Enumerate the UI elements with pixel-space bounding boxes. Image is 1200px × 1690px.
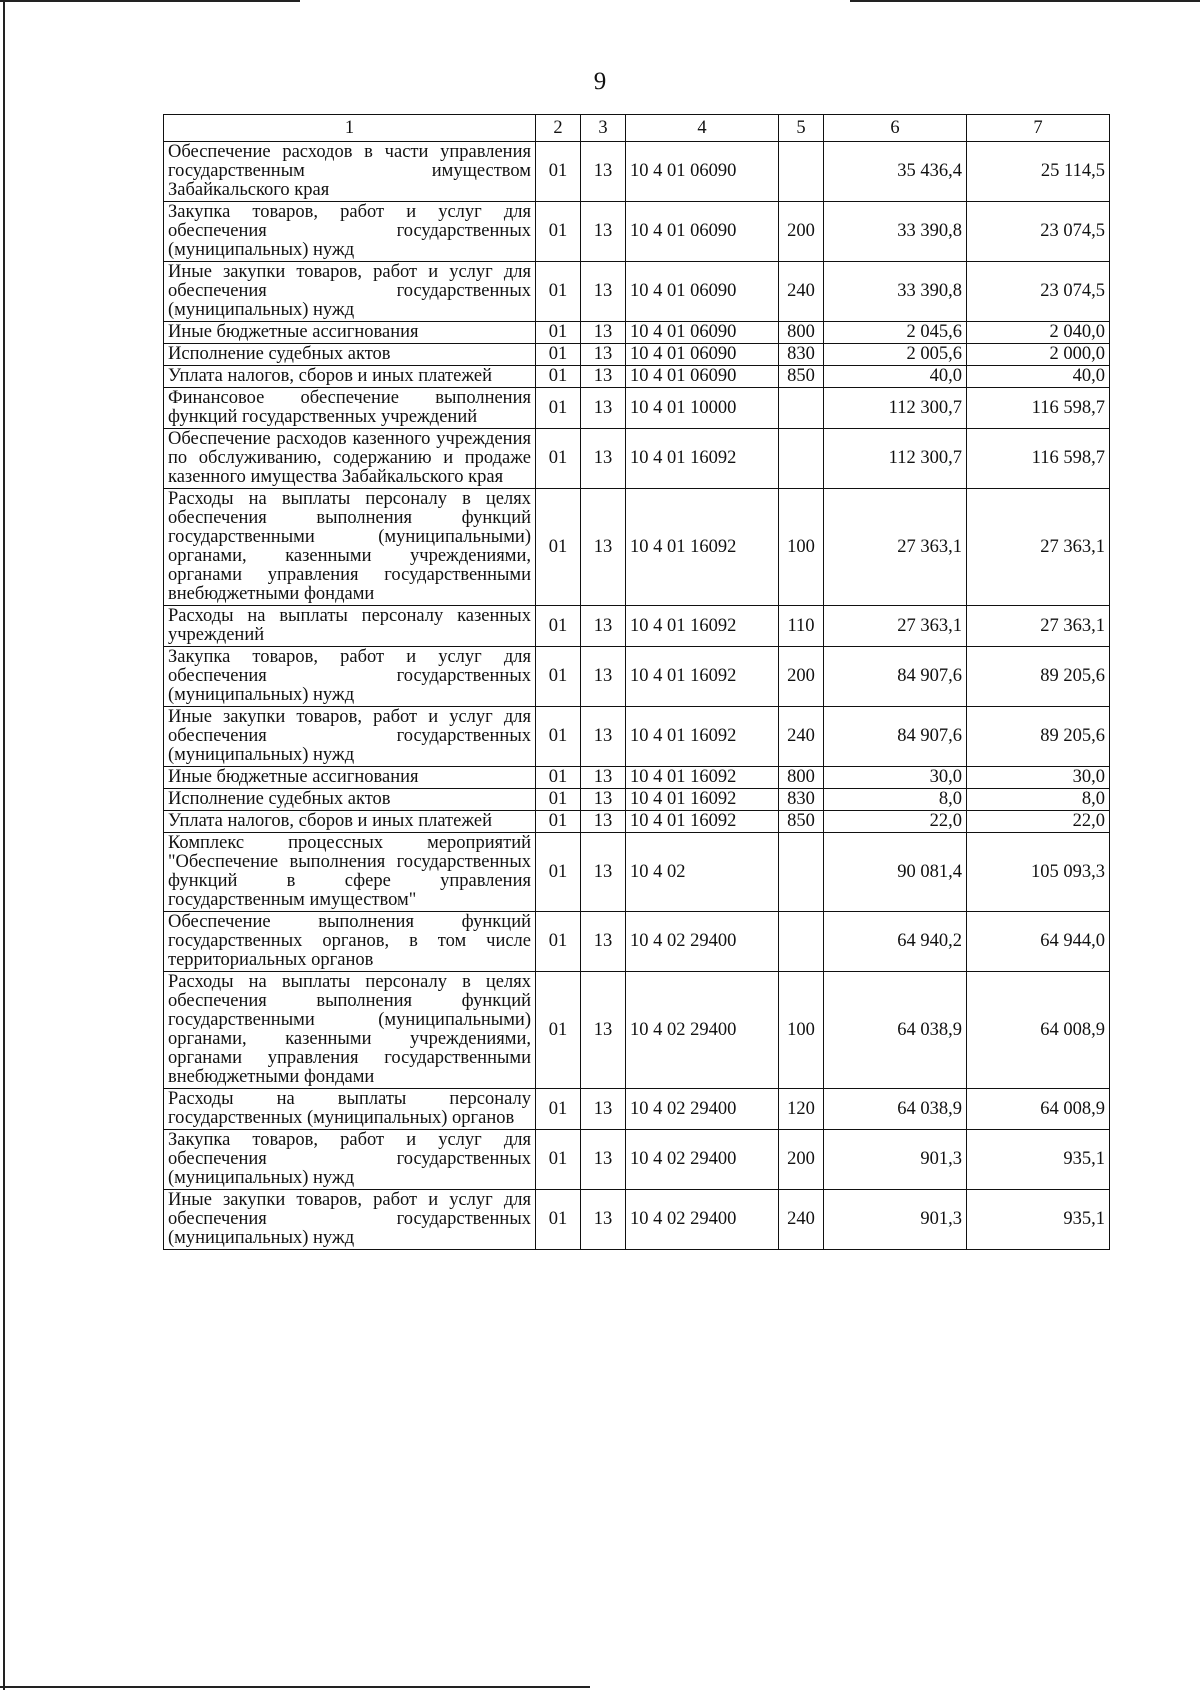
table-row — [164, 767, 1110, 789]
table-row — [164, 322, 1110, 344]
target-article-cell: 10 4 01 16092 — [626, 707, 779, 767]
section-code-cell: 01 — [536, 833, 581, 912]
amount-year2-cell: 116 598,7 — [967, 388, 1110, 429]
target-article-cell: 10 4 01 16092 — [626, 647, 779, 707]
target-article-cell: 10 4 02 29400 — [626, 1190, 779, 1250]
expense-type-cell — [779, 912, 824, 972]
target-article-cell: 10 4 01 06090 — [626, 322, 779, 344]
row-name-cell: Комплекс процессных мероприятий "Обеспечение выполнения государственных функций в сфере управления государственным имуществом" — [164, 833, 536, 912]
target-article-cell: 10 4 01 16092 — [626, 429, 779, 489]
subsection-code-cell: 13 — [581, 1190, 626, 1250]
amount-year2-cell: 25 114,5 — [967, 142, 1110, 202]
section-code-cell: 01 — [536, 322, 581, 344]
table-header-row — [164, 115, 1110, 142]
amount-year1-cell: 33 390,8 — [824, 262, 967, 322]
expense-type-cell — [779, 388, 824, 429]
table-row — [164, 388, 1110, 429]
target-article-cell: 10 4 01 16092 — [626, 489, 779, 606]
subsection-code-cell: 13 — [581, 489, 626, 606]
scan-edge-bottom — [0, 1686, 590, 1688]
amount-year1-cell: 112 300,7 — [824, 388, 967, 429]
subsection-code-cell: 13 — [581, 912, 626, 972]
target-article-cell: 10 4 02 — [626, 833, 779, 912]
row-name-cell: Исполнение судебных актов — [164, 344, 536, 366]
amount-year2-cell: 935,1 — [967, 1190, 1110, 1250]
scan-edge-top — [0, 0, 300, 2]
target-article-cell: 10 4 02 29400 — [626, 972, 779, 1089]
target-article-cell: 10 4 02 29400 — [626, 1089, 779, 1130]
table-row — [164, 1190, 1110, 1250]
subsection-code-cell: 13 — [581, 366, 626, 388]
section-code-cell: 01 — [536, 262, 581, 322]
subsection-code-cell: 13 — [581, 707, 626, 767]
amount-year2-cell: 64 944,0 — [967, 912, 1110, 972]
amount-year2-cell: 116 598,7 — [967, 429, 1110, 489]
column-header-5: 5 — [779, 115, 824, 142]
row-name-cell: Расходы на выплаты персоналу государственных (муниципальных) органов — [164, 1089, 536, 1130]
amount-year1-cell: 30,0 — [824, 767, 967, 789]
section-code-cell: 01 — [536, 1190, 581, 1250]
section-code-cell: 01 — [536, 366, 581, 388]
row-name-cell: Иные бюджетные ассигнования — [164, 767, 536, 789]
table-row — [164, 811, 1110, 833]
amount-year1-cell: 84 907,6 — [824, 647, 967, 707]
table-row — [164, 647, 1110, 707]
amount-year1-cell: 35 436,4 — [824, 142, 967, 202]
row-name-cell: Исполнение судебных актов — [164, 789, 536, 811]
amount-year1-cell: 84 907,6 — [824, 707, 967, 767]
amount-year1-cell: 112 300,7 — [824, 429, 967, 489]
amount-year2-cell: 89 205,6 — [967, 647, 1110, 707]
table-row — [164, 489, 1110, 606]
section-code-cell: 01 — [536, 972, 581, 1089]
row-name-cell: Иные закупки товаров, работ и услуг для обеспечения государственных (муниципальных) нужд — [164, 1190, 536, 1250]
amount-year1-cell: 2 045,6 — [824, 322, 967, 344]
table-row — [164, 202, 1110, 262]
section-code-cell: 01 — [536, 647, 581, 707]
amount-year2-cell: 2 040,0 — [967, 322, 1110, 344]
row-name-cell: Расходы на выплаты персоналу в целях обеспечения выполнения функций государственными (муниципальными) органами, казенными учреждениями, органами управления государственными внебюджетными фондами — [164, 489, 536, 606]
section-code-cell: 01 — [536, 912, 581, 972]
row-name-cell: Уплата налогов, сборов и иных платежей — [164, 366, 536, 388]
row-name-cell: Закупка товаров, работ и услуг для обеспечения государственных (муниципальных) нужд — [164, 1130, 536, 1190]
section-code-cell: 01 — [536, 429, 581, 489]
expense-type-cell: 830 — [779, 344, 824, 366]
row-name-cell: Закупка товаров, работ и услуг для обеспечения государственных (муниципальных) нужд — [164, 202, 536, 262]
target-article-cell: 10 4 01 16092 — [626, 767, 779, 789]
subsection-code-cell: 13 — [581, 789, 626, 811]
table-row — [164, 789, 1110, 811]
subsection-code-cell: 13 — [581, 811, 626, 833]
page-number: 9 — [593, 68, 607, 95]
section-code-cell: 01 — [536, 789, 581, 811]
amount-year2-cell: 64 008,9 — [967, 972, 1110, 1089]
column-header-4: 4 — [626, 115, 779, 142]
expense-type-cell: 100 — [779, 489, 824, 606]
subsection-code-cell: 13 — [581, 322, 626, 344]
expense-type-cell — [779, 833, 824, 912]
subsection-code-cell: 13 — [581, 202, 626, 262]
row-name-cell: Финансовое обеспечение выполнения функций государственных учреждений — [164, 388, 536, 429]
amount-year1-cell: 901,3 — [824, 1130, 967, 1190]
expense-type-cell: 850 — [779, 811, 824, 833]
expense-type-cell — [779, 142, 824, 202]
target-article-cell: 10 4 02 29400 — [626, 912, 779, 972]
amount-year1-cell: 901,3 — [824, 1190, 967, 1250]
row-name-cell: Уплата налогов, сборов и иных платежей — [164, 811, 536, 833]
amount-year1-cell: 90 081,4 — [824, 833, 967, 912]
section-code-cell: 01 — [536, 1130, 581, 1190]
expense-type-cell: 200 — [779, 647, 824, 707]
section-code-cell: 01 — [536, 767, 581, 789]
subsection-code-cell: 13 — [581, 972, 626, 1089]
amount-year2-cell: 23 074,5 — [967, 202, 1110, 262]
amount-year2-cell: 64 008,9 — [967, 1089, 1110, 1130]
row-name-cell: Обеспечение расходов казенного учреждения по обслуживанию, содержанию и продаже казенного имущества Забайкальского края — [164, 429, 536, 489]
target-article-cell: 10 4 01 06090 — [626, 142, 779, 202]
section-code-cell: 01 — [536, 606, 581, 647]
section-code-cell: 01 — [536, 142, 581, 202]
target-article-cell: 10 4 01 06090 — [626, 262, 779, 322]
table-row — [164, 912, 1110, 972]
row-name-cell: Обеспечение расходов в части управления государственным имуществом Забайкальского края — [164, 142, 536, 202]
table-row — [164, 429, 1110, 489]
expense-type-cell: 240 — [779, 1190, 824, 1250]
column-header-7: 7 — [967, 115, 1110, 142]
amount-year2-cell: 2 000,0 — [967, 344, 1110, 366]
table-row — [164, 833, 1110, 912]
subsection-code-cell: 13 — [581, 388, 626, 429]
table-row — [164, 972, 1110, 1089]
subsection-code-cell: 13 — [581, 833, 626, 912]
expense-type-cell: 830 — [779, 789, 824, 811]
subsection-code-cell: 13 — [581, 767, 626, 789]
target-article-cell: 10 4 01 10000 — [626, 388, 779, 429]
amount-year1-cell: 40,0 — [824, 366, 967, 388]
table-row — [164, 262, 1110, 322]
target-article-cell: 10 4 01 06090 — [626, 202, 779, 262]
amount-year2-cell: 27 363,1 — [967, 489, 1110, 606]
row-name-cell: Закупка товаров, работ и услуг для обеспечения государственных (муниципальных) нужд — [164, 647, 536, 707]
subsection-code-cell: 13 — [581, 647, 626, 707]
column-header-3: 3 — [581, 115, 626, 142]
expense-type-cell: 240 — [779, 707, 824, 767]
amount-year2-cell: 27 363,1 — [967, 606, 1110, 647]
table-row — [164, 344, 1110, 366]
section-code-cell: 01 — [536, 344, 581, 366]
table-body — [164, 142, 1110, 1250]
expense-type-cell: 200 — [779, 202, 824, 262]
row-name-cell: Расходы на выплаты персоналу в целях обеспечения выполнения функций государственными (муниципальными) органами, казенными учреждениями, органами управления государственными внебюджетными фондами — [164, 972, 536, 1089]
subsection-code-cell: 13 — [581, 344, 626, 366]
amount-year2-cell: 23 074,5 — [967, 262, 1110, 322]
section-code-cell: 01 — [536, 388, 581, 429]
amount-year1-cell: 64 038,9 — [824, 1089, 967, 1130]
table-row — [164, 366, 1110, 388]
amount-year2-cell: 40,0 — [967, 366, 1110, 388]
table-row — [164, 707, 1110, 767]
table-row — [164, 1130, 1110, 1190]
budget-table — [163, 114, 1110, 1250]
target-article-cell: 10 4 01 06090 — [626, 344, 779, 366]
subsection-code-cell: 13 — [581, 606, 626, 647]
table-row — [164, 606, 1110, 647]
expense-type-cell: 800 — [779, 767, 824, 789]
section-code-cell: 01 — [536, 707, 581, 767]
expense-type-cell: 240 — [779, 262, 824, 322]
subsection-code-cell: 13 — [581, 1130, 626, 1190]
expense-type-cell: 100 — [779, 972, 824, 1089]
scan-edge-left — [3, 0, 5, 1690]
amount-year2-cell: 22,0 — [967, 811, 1110, 833]
target-article-cell: 10 4 01 16092 — [626, 789, 779, 811]
table-row — [164, 142, 1110, 202]
amount-year1-cell: 27 363,1 — [824, 606, 967, 647]
expense-type-cell: 800 — [779, 322, 824, 344]
amount-year2-cell: 89 205,6 — [967, 707, 1110, 767]
column-header-1: 1 — [164, 115, 536, 142]
amount-year2-cell: 105 093,3 — [967, 833, 1110, 912]
row-name-cell: Расходы на выплаты персоналу казенных учреждений — [164, 606, 536, 647]
expense-type-cell — [779, 429, 824, 489]
expense-type-cell: 110 — [779, 606, 824, 647]
amount-year1-cell: 8,0 — [824, 789, 967, 811]
expense-type-cell: 200 — [779, 1130, 824, 1190]
column-header-6: 6 — [824, 115, 967, 142]
column-header-2: 2 — [536, 115, 581, 142]
target-article-cell: 10 4 01 06090 — [626, 366, 779, 388]
amount-year2-cell: 8,0 — [967, 789, 1110, 811]
target-article-cell: 10 4 01 16092 — [626, 606, 779, 647]
amount-year1-cell: 22,0 — [824, 811, 967, 833]
table-row — [164, 1089, 1110, 1130]
amount-year2-cell: 935,1 — [967, 1130, 1110, 1190]
target-article-cell: 10 4 01 16092 — [626, 811, 779, 833]
row-name-cell: Обеспечение выполнения функций государственных органов, в том числе территориальных органов — [164, 912, 536, 972]
amount-year1-cell: 64 038,9 — [824, 972, 967, 1089]
row-name-cell: Иные закупки товаров, работ и услуг для обеспечения государственных (муниципальных) нужд — [164, 707, 536, 767]
subsection-code-cell: 13 — [581, 142, 626, 202]
amount-year2-cell: 30,0 — [967, 767, 1110, 789]
section-code-cell: 01 — [536, 1089, 581, 1130]
subsection-code-cell: 13 — [581, 1089, 626, 1130]
amount-year1-cell: 2 005,6 — [824, 344, 967, 366]
section-code-cell: 01 — [536, 489, 581, 606]
subsection-code-cell: 13 — [581, 429, 626, 489]
expense-type-cell: 850 — [779, 366, 824, 388]
row-name-cell: Иные бюджетные ассигнования — [164, 322, 536, 344]
expense-type-cell: 120 — [779, 1089, 824, 1130]
subsection-code-cell: 13 — [581, 262, 626, 322]
section-code-cell: 01 — [536, 202, 581, 262]
amount-year1-cell: 27 363,1 — [824, 489, 967, 606]
scan-edge-top-right — [850, 0, 1200, 2]
amount-year1-cell: 33 390,8 — [824, 202, 967, 262]
amount-year1-cell: 64 940,2 — [824, 912, 967, 972]
target-article-cell: 10 4 02 29400 — [626, 1130, 779, 1190]
row-name-cell: Иные закупки товаров, работ и услуг для обеспечения государственных (муниципальных) нужд — [164, 262, 536, 322]
section-code-cell: 01 — [536, 811, 581, 833]
